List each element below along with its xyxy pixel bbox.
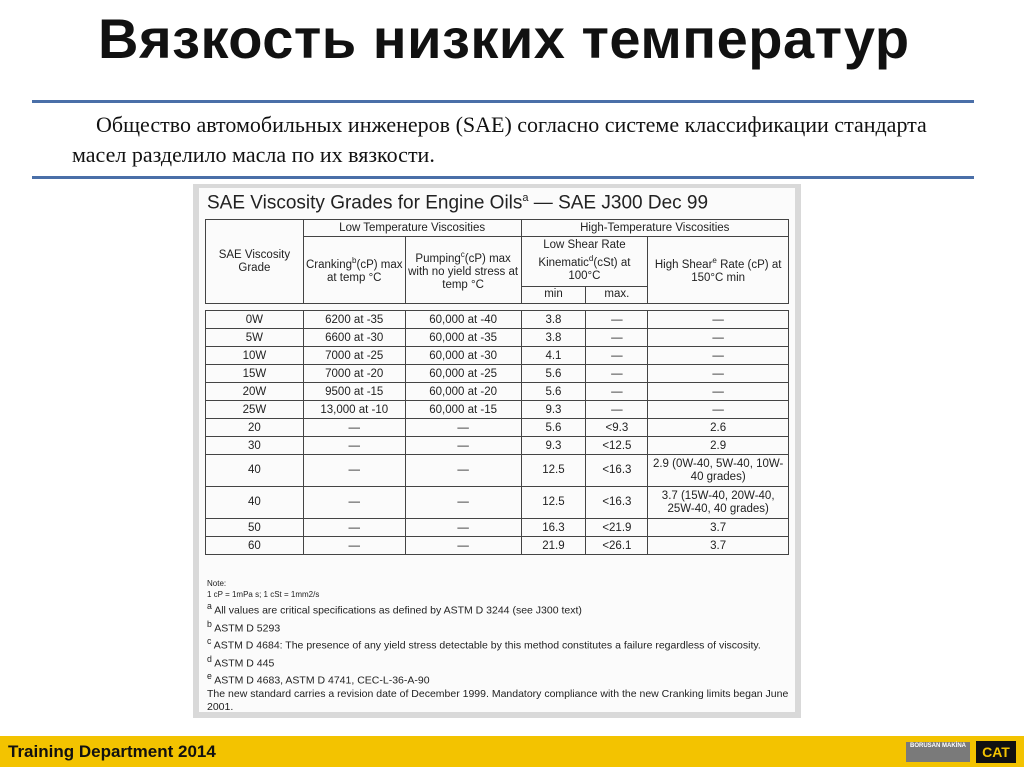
cell-hths: 2.9 (0W-40, 5W-40, 10W-40 grades) xyxy=(648,455,789,487)
slide-subtitle: Общество автомобильных инженеров (SAE) согласно системе классификации стандарта масел разделило масла по их вязкости. xyxy=(72,112,927,167)
cell-cranking: 6600 at -30 xyxy=(303,329,405,347)
cell-grade: 30 xyxy=(206,437,304,455)
cell-min: 5.6 xyxy=(521,419,586,437)
footnote-d: $^d$ ASTM D 445 xyxy=(207,653,275,669)
footnote-b: $^b$ ASTM D 5293 xyxy=(207,618,281,634)
cell-hths: 3.7 (15W-40, 20W-40, 25W-40, 40 grades) xyxy=(648,487,789,519)
cell-hths: — xyxy=(648,347,789,365)
figure-title-tail: — SAE J300 Dec 99 xyxy=(528,192,709,214)
revision-note: The new standard carries a revision date of December 1999. Mandatory compliance with the new Cranking limits began June 2001. xyxy=(207,687,789,713)
cell-cranking: 6200 at -35 xyxy=(303,311,405,329)
viscosity-table xyxy=(205,219,789,555)
cell-max: — xyxy=(586,401,648,419)
cat-logo: CAT xyxy=(976,741,1016,763)
cell-pumping: — xyxy=(405,437,521,455)
cell-hths: 2.6 xyxy=(648,419,789,437)
cell-pumping: 60,000 at -30 xyxy=(405,347,521,365)
figure-title xyxy=(207,192,708,214)
slide-title: Вязкость низких температур xyxy=(98,7,910,70)
figure-title-sup: a xyxy=(522,192,529,204)
footnote-a: $^a$ All values are critical specifications as defined by ASTM D 3244 (see J300 text) xyxy=(207,601,582,617)
header-high-shear: High Shear$^e$ Rate (cP) at 150°C min xyxy=(648,237,789,304)
figure-frame xyxy=(199,188,795,712)
cell-grade: 50 xyxy=(206,519,304,537)
cell-grade: 10W xyxy=(206,347,304,365)
cell-grade: 40 xyxy=(206,487,304,519)
cell-max: <16.3 xyxy=(586,455,648,487)
cell-min: 21.9 xyxy=(521,537,586,555)
cell-hths: — xyxy=(648,311,789,329)
cell-grade: 25W xyxy=(206,401,304,419)
cell-pumping: — xyxy=(405,455,521,487)
cell-pumping: — xyxy=(405,419,521,437)
header-max: max. xyxy=(586,286,648,303)
cell-hths: — xyxy=(648,383,789,401)
cell-grade: 20W xyxy=(206,383,304,401)
header-grade: SAE Viscosity Grade xyxy=(206,220,304,304)
note-units: 1 cP = 1mPa s; 1 cSt = 1mm2/s xyxy=(207,590,320,599)
cell-hths: 3.7 xyxy=(648,519,789,537)
table-row xyxy=(206,519,789,537)
cell-max: <26.1 xyxy=(586,537,648,555)
cell-min: 16.3 xyxy=(521,519,586,537)
table-notes xyxy=(207,578,797,714)
cell-min: 12.5 xyxy=(521,487,586,519)
cell-grade: 15W xyxy=(206,365,304,383)
cell-max: — xyxy=(586,383,648,401)
top-divider xyxy=(32,100,974,103)
cell-min: 5.6 xyxy=(521,365,586,383)
cell-pumping: 60,000 at -35 xyxy=(405,329,521,347)
note-label: Note: xyxy=(207,579,227,588)
cell-pumping: — xyxy=(405,519,521,537)
cell-max: <12.5 xyxy=(586,437,648,455)
table-row xyxy=(206,437,789,455)
table-row xyxy=(206,329,789,347)
header-low-temp: Low Temperature Viscosities xyxy=(303,220,521,237)
cell-cranking: 7000 at -20 xyxy=(303,365,405,383)
cell-cranking: — xyxy=(303,419,405,437)
cell-pumping: 60,000 at -15 xyxy=(405,401,521,419)
header-low-shear: Low Shear Rate Kinematic$^d$(cSt) at 100°C xyxy=(521,237,648,287)
footer-bar xyxy=(0,736,1024,767)
table-row xyxy=(206,311,789,329)
figure-title-main: SAE Viscosity Grades for Engine Oils xyxy=(207,192,523,214)
table-row xyxy=(206,365,789,383)
cell-cranking: 13,000 at -10 xyxy=(303,401,405,419)
cell-hths: 2.9 xyxy=(648,437,789,455)
table-row xyxy=(206,383,789,401)
cell-pumping: 60,000 at -20 xyxy=(405,383,521,401)
cell-cranking: — xyxy=(303,519,405,537)
cell-grade: 0W xyxy=(206,311,304,329)
bottom-divider xyxy=(32,176,974,179)
table-row xyxy=(206,487,789,519)
cell-min: 9.3 xyxy=(521,437,586,455)
cell-pumping: 60,000 at -25 xyxy=(405,365,521,383)
cell-cranking: 7000 at -25 xyxy=(303,347,405,365)
header-min: min xyxy=(521,286,586,303)
cell-min: 9.3 xyxy=(521,401,586,419)
cell-hths: — xyxy=(648,401,789,419)
cell-min: 3.8 xyxy=(521,311,586,329)
header-high-temp: High-Temperature Viscosities xyxy=(521,220,788,237)
cell-hths: — xyxy=(648,329,789,347)
cell-cranking: — xyxy=(303,537,405,555)
cell-grade: 40 xyxy=(206,455,304,487)
cell-max: <16.3 xyxy=(586,487,648,519)
cell-min: 4.1 xyxy=(521,347,586,365)
cell-pumping: — xyxy=(405,487,521,519)
table-row xyxy=(206,537,789,555)
table-row xyxy=(206,401,789,419)
cell-cranking: — xyxy=(303,455,405,487)
borusan-logo: BORUSAN MAKİNA xyxy=(906,742,970,762)
cell-cranking: — xyxy=(303,437,405,455)
cell-grade: 60 xyxy=(206,537,304,555)
cell-min: 12.5 xyxy=(521,455,586,487)
cell-max: — xyxy=(586,347,648,365)
cell-cranking: — xyxy=(303,487,405,519)
cell-cranking: 9500 at -15 xyxy=(303,383,405,401)
table-row xyxy=(206,347,789,365)
sae-table-figure xyxy=(193,184,801,718)
footnote-c: $^c$ ASTM D 4684: The presence of any yield stress detectable by this method constitutes a failure regardless of viscosity. xyxy=(207,636,761,652)
cell-min: 5.6 xyxy=(521,383,586,401)
cell-pumping: — xyxy=(405,537,521,555)
cell-grade: 20 xyxy=(206,419,304,437)
table-spacer xyxy=(206,304,789,311)
cell-hths: 3.7 xyxy=(648,537,789,555)
footer-text: Training Department 2014 xyxy=(8,742,216,761)
table-row xyxy=(206,419,789,437)
cell-max: — xyxy=(586,365,648,383)
cell-max: — xyxy=(586,311,648,329)
cell-max: <21.9 xyxy=(586,519,648,537)
footnote-e: $^e$ ASTM D 4683, ASTM D 4741, CEC-L-36-A-90 xyxy=(207,671,430,687)
table-row xyxy=(206,455,789,487)
header-pumping: Pumping$^c$(cP) max with no yield stress at temp °C xyxy=(405,237,521,304)
cell-max: <9.3 xyxy=(586,419,648,437)
cell-hths: — xyxy=(648,365,789,383)
cell-grade: 5W xyxy=(206,329,304,347)
cell-pumping: 60,000 at -40 xyxy=(405,311,521,329)
cell-max: — xyxy=(586,329,648,347)
cell-min: 3.8 xyxy=(521,329,586,347)
header-cranking: Cranking$^b$(cP) max at temp °C xyxy=(303,237,405,304)
